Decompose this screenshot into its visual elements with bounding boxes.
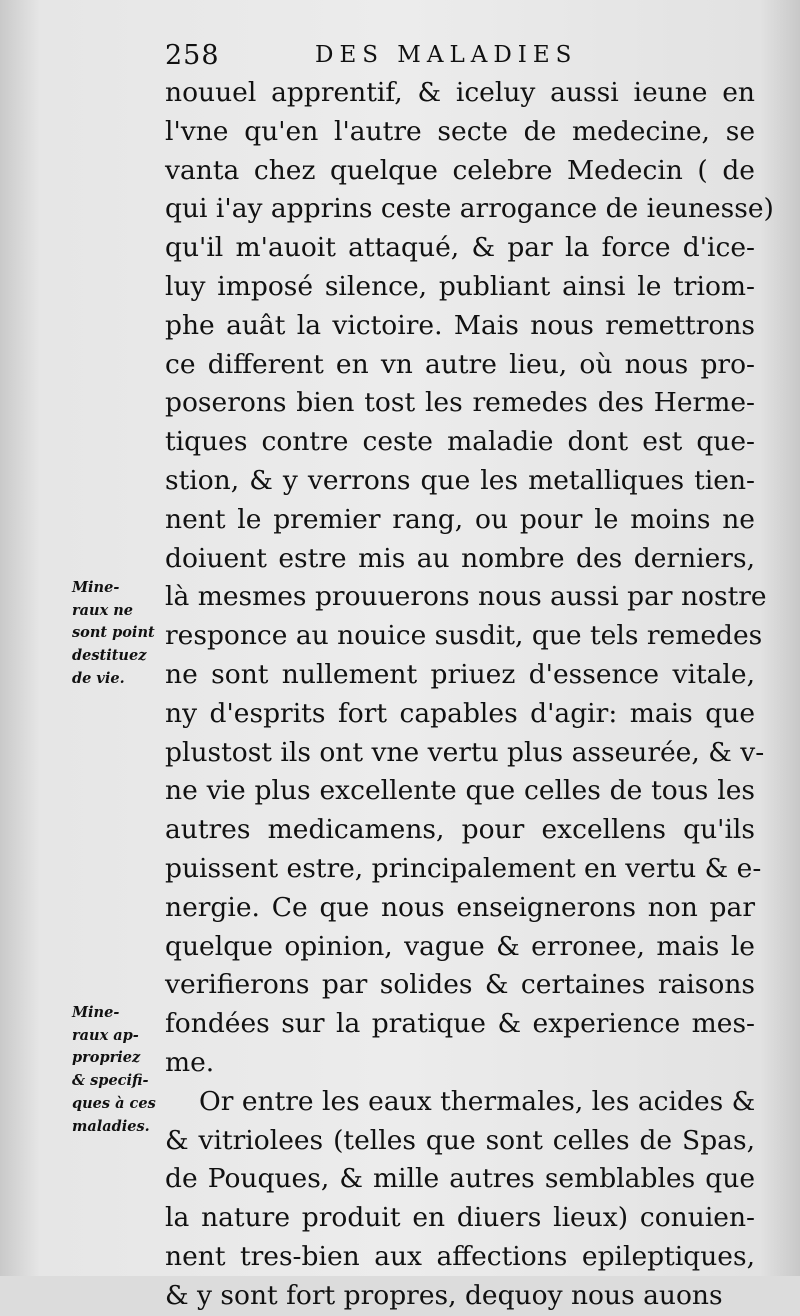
text-line: phe auât la victoire. Mais nous remettrons [165, 309, 755, 341]
margin-note-line: destituez [72, 647, 147, 665]
text-line: ny d'esprits fort capables d'agir: mais que [165, 697, 755, 729]
text-line: tiques contre ceste maladie dont est que- [165, 426, 755, 458]
page-header [165, 40, 755, 74]
body-text [165, 74, 774, 1316]
text-line: l'vne qu'en l'autre secte de medecine, se [165, 115, 755, 147]
page-number: 258 [165, 40, 220, 71]
text-line: là mesmes prouuerons nous aussi par nostre [165, 581, 767, 613]
text-line: poserons bien tost les remedes des Herme- [165, 387, 755, 419]
text-line: ne sont nullement priuez d'essence vitale, [165, 658, 755, 690]
margin-note-minerals-specific [72, 1002, 154, 1138]
paragraph-start-line: Or entre les eaux thermales, les acides & [199, 1085, 756, 1117]
margin-note-line: raux ne [72, 601, 134, 619]
margin-note-line: maladies. [72, 1117, 150, 1135]
paragraph-end-line: me. [165, 1046, 215, 1078]
text-line: vanta chez quelque celebre Medecin ( de [165, 154, 755, 186]
margin-note-line: Mine- [72, 1004, 120, 1021]
margin-note-line: propriez [72, 1049, 141, 1067]
margin-note-line: raux ap- [72, 1026, 139, 1044]
text-line: de Pouques, & mille autres semblables que [165, 1163, 755, 1195]
text-line: responce au nouice susdit, que tels remedes [165, 620, 763, 652]
margin-note-line: & specifi- [72, 1072, 149, 1090]
text-line: nouuel apprentif, & iceluy aussi ieune en [165, 77, 755, 108]
text-line: doiuent estre mis au nombre des derniers, [165, 542, 755, 574]
text-line: luy imposé silence, publiant ainsi le triom- [165, 270, 755, 302]
running-title: DES MALADIES [315, 42, 578, 68]
text-line: plustost ils ont vne vertu plus asseurée, & v- [165, 736, 765, 768]
text-line: puissent estre, principalement en vertu & e- [165, 852, 762, 884]
margin-note-line: sont point [72, 624, 155, 642]
text-line: autres medicamens, pour excellens qu'ils [165, 814, 755, 846]
text-line: nent le premier rang, ou pour le moins ne [165, 503, 755, 535]
text-line: qu'il m'auoit attaqué, & par la force d'ice- [165, 232, 755, 264]
text-line: & vitriolees (telles que sont celles de Spas, [165, 1124, 755, 1156]
text-line: qui i'ay apprins ceste arrogance de ieunesse) [165, 193, 774, 225]
text-line: fondées sur la pratique & experience mes- [165, 1008, 755, 1040]
text-line: quelque opinion, vague & erronee, mais le [165, 930, 755, 962]
margin-note-line: Mine- [72, 579, 120, 596]
margin-note-line: ques à ces [72, 1094, 156, 1112]
text-line: la nature produit en diuers lieux) conuien- [165, 1202, 755, 1234]
text-line: nent tres-bien aux affections epileptiques, [165, 1240, 755, 1272]
margin-note-minerals-not-lifeless [72, 577, 154, 691]
margin-note-line: de vie. [72, 669, 125, 687]
text-line: & y sont fort propres, dequoy nous auons [165, 1279, 723, 1311]
text-line: ce different en vn autre lieu, où nous pro- [165, 348, 755, 380]
text-line: ne vie plus excellente que celles de tous les [165, 775, 755, 807]
text-line: nergie. Ce que nous enseignerons non par [165, 891, 755, 923]
text-line: stion, & y verrons que les metalliques tien- [165, 464, 755, 496]
text-line: verifierons par solides & certaines raisons [165, 969, 755, 1001]
